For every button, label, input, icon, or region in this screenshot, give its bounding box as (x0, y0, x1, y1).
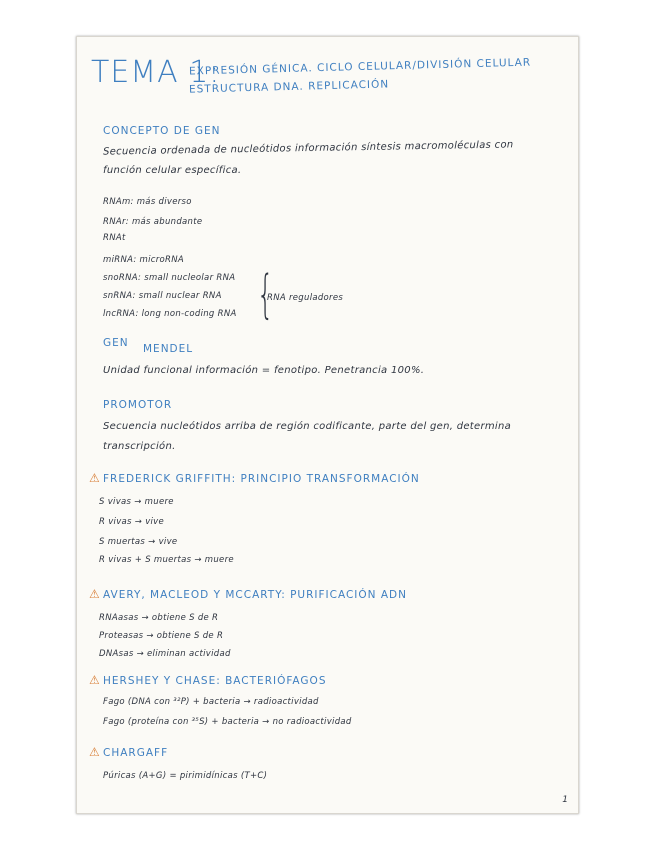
concepto-gen-line-1: Secuencia ordenada de nucleótidos información síntesis macromoléculas con (102, 139, 514, 158)
warning-triangle-icon: ⚠ (89, 471, 100, 485)
rna-item-sno: snoRNA: small nucleolar RNA (103, 273, 236, 283)
section-griffith-heading: FREDERICK GRIFFITH: PRINCIPIO TRANSFORMACIÓN (103, 473, 420, 485)
gen-mendel-line: Unidad funcional información = fenotipo. Penetrancia 100%. (103, 365, 425, 376)
griffith-line-2: R vivas → vive (99, 517, 165, 527)
avery-line-2: Proteasas → obtiene S de R (99, 631, 224, 641)
promotor-line-1: Secuencia nucleótidos arriba de región codificante, parte del gen, determina (103, 421, 512, 432)
warning-triangle-icon: ⚠ (89, 587, 100, 601)
concepto-gen-line-2: función celular específica. (103, 165, 242, 176)
griffith-line-3: S muertas → vive (99, 537, 178, 547)
rna-item-lnc: lncRNA: long non-coding RNA (103, 309, 237, 319)
section-promotor-heading: PROMOTOR (103, 399, 173, 411)
griffith-line-1: S vivas → muere (99, 497, 174, 507)
warning-triangle-icon: ⚠ (89, 673, 100, 687)
avery-line-3: DNAsas → eliminan actividad (99, 649, 231, 659)
section-concepto-gen-heading: CONCEPTO DE GEN (103, 125, 221, 137)
griffith-line-4: R vivas + S muertas → muere (99, 555, 234, 565)
curly-brace-icon: { (257, 265, 274, 325)
chargaff-line-1: Púricas (A+G) = pirimidínicas (T+C) (103, 771, 268, 781)
section-mendel-heading: MENDEL (143, 343, 194, 355)
section-hershey-heading: HERSHEY Y CHASE: BACTERIÓFAGOS (103, 675, 327, 687)
hershey-line-2: Fago (proteína con ³⁵S) + bacteria → no radioactividad (103, 717, 352, 727)
notebook-page (76, 36, 579, 814)
rna-reguladores-label: RNA reguladores (267, 293, 344, 303)
rna-item-r: RNAr: más abundante (103, 217, 203, 227)
rna-item-mi: miRNA: microRNA (103, 255, 185, 265)
promotor-line-2: transcripción. (103, 441, 176, 452)
hershey-line-1: Fago (DNA con ³²P) + bacteria → radioactividad (103, 697, 319, 707)
rna-item-m: RNAm: más diverso (103, 197, 192, 207)
section-chargaff-heading: CHARGAFF (103, 747, 169, 759)
avery-line-1: RNAasas → obtiene S de R (99, 613, 219, 623)
warning-triangle-icon: ⚠ (89, 745, 100, 759)
rna-item-t: RNAt (103, 233, 126, 243)
section-avery-heading: AVERY, MACLEOD Y MCCARTY: PURIFICACIÓN ADN (103, 589, 407, 601)
title-line-2: ESTRUCTURA DNA. REPLICACIÓN (188, 78, 390, 96)
title-line-1: EXPRESIÓN GÉNICA. CICLO CELULAR/DIVISIÓN CELULAR (188, 56, 532, 78)
section-gen-heading: GEN (103, 337, 129, 349)
rna-item-sn: snRNA: small nuclear RNA (103, 291, 222, 301)
tema-number: TEMA 1: (91, 55, 221, 90)
page-number: 1 (562, 795, 568, 805)
